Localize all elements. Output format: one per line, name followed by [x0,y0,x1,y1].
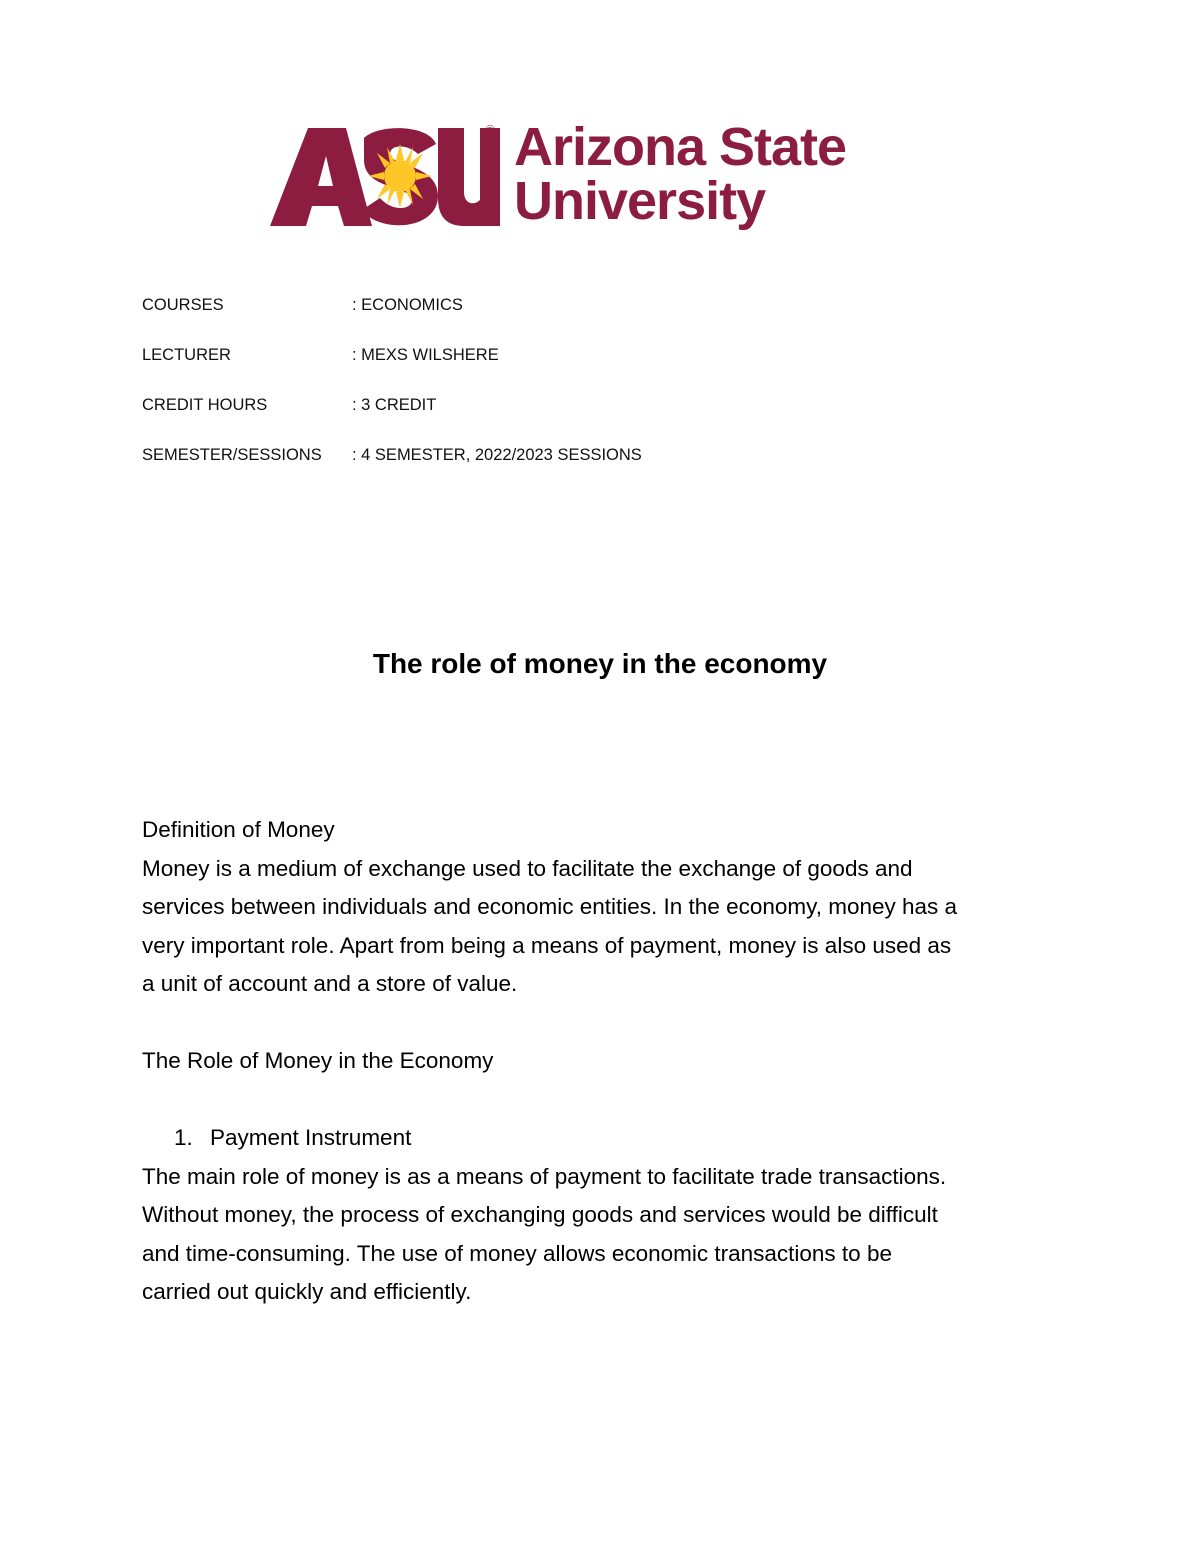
info-label: LECTURER [142,346,231,364]
spacer [142,1004,1062,1043]
paragraph-line: Without money, the process of exchanging goods and services would be difficult [142,1202,938,1227]
paragraph-line: carried out quickly and efficiently. [142,1279,472,1304]
list-item-title: Payment Instrument [210,1125,412,1150]
info-value: : 4 SEMESTER, 2022/2023 SESSIONS [352,446,642,464]
info-label: SEMESTER/SESSIONS [142,446,322,464]
section-heading-definition: Definition of Money [142,817,335,842]
list-item-heading [142,1119,1062,1158]
spacer [142,1081,1062,1120]
paragraph-line: services between individuals and economic entities. In the economy, money has a [142,894,958,919]
info-label: COURSES [142,296,224,314]
asu-wordmark [514,117,874,231]
info-value: : ECONOMICS [352,296,463,314]
asu-logo [268,117,868,242]
info-value: : 3 CREDIT [352,396,437,414]
section-heading-role: The Role of Money in the Economy [142,1048,494,1073]
paragraph-line: The main role of money is as a means of payment to facilitate trade transactions. [142,1163,947,1189]
document-title: The role of money in the economy [372,648,828,679]
asu-sunburst-logo-mark [268,126,500,228]
list-number: 1. [174,1125,193,1150]
paragraph-line: a unit of account and a store of value. [142,971,518,996]
wordmark-line-1: Arizona State [514,117,847,177]
info-value: : MEXS WILSHERE [352,346,499,364]
paragraph-line: Money is a medium of exchange used to facilitate the exchange of goods and [142,855,913,881]
paragraph-line: and time-consuming. The use of money allows economic transactions to be [142,1240,892,1266]
paragraph-line: very important role. Apart from being a means of payment, money is also used as [142,932,952,958]
wordmark-line-2: University [514,171,766,231]
info-label: CREDIT HOURS [142,396,268,414]
document-body [142,811,1062,1312]
registered-mark: ® [486,124,495,136]
